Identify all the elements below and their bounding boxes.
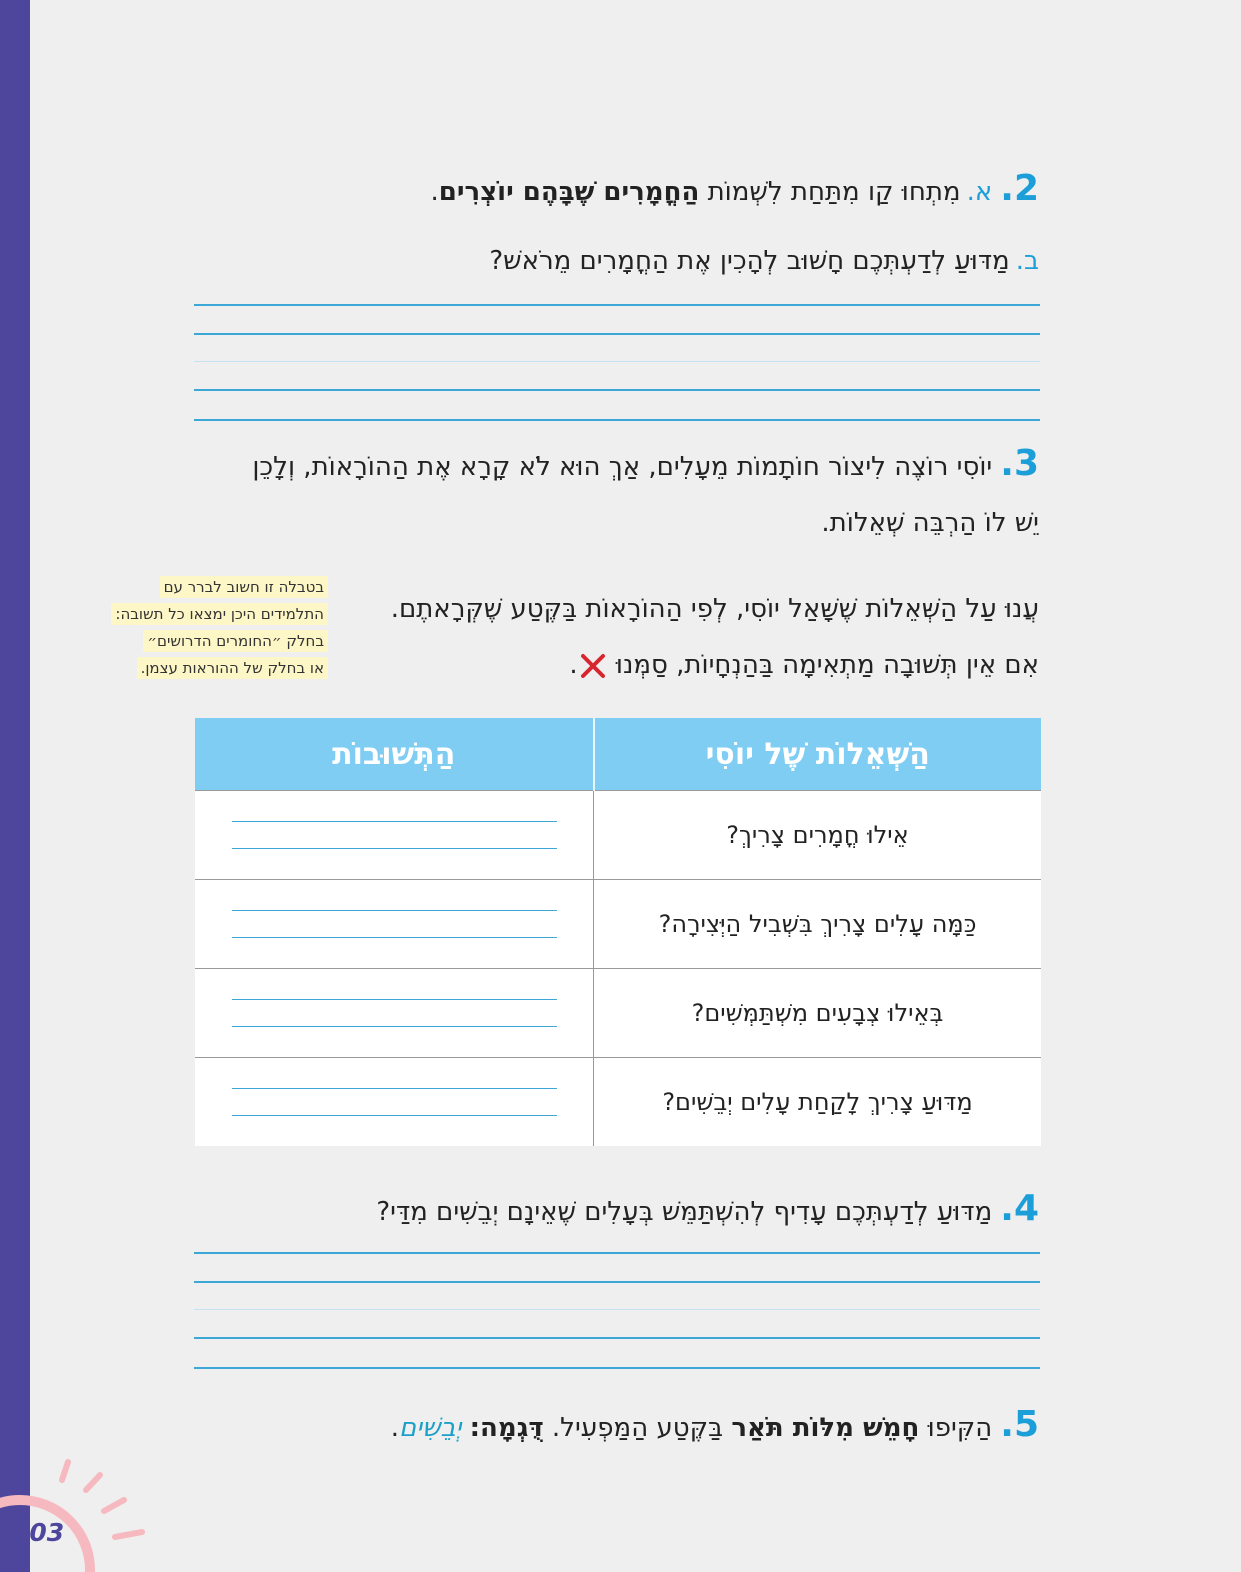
- table-header-questions: הַשְּׁאֵלוֹת שֶׁל יוֹסִי: [594, 718, 1042, 791]
- question-number: 4.: [1000, 1188, 1039, 1229]
- answer-line[interactable]: [232, 848, 557, 849]
- question-3-instruction-1: עֲנוּ עַל הַשְּׁאֵלוֹת שֶׁשָּׁאַל יוֹסִי, לְפִי הַהוֹרָאוֹת בַּקֶּטַע שֶׁקְּרָאתֶם.: [390, 594, 1039, 624]
- part-letter: א.: [966, 177, 993, 207]
- question-bold-text: הַחֳמָרִים שֶׁבָּהֶם יוֹצְרִים: [438, 177, 700, 207]
- question-cell: מַדּוּעַ צָרִיךְ לָקַחַת עָלִים יְבֵשִׁים?: [594, 1058, 1042, 1147]
- question-cell: כַּמָּה עָלִים צָרִיךְ בִּשְׁבִיל הַיְּצִירָה?: [594, 880, 1042, 969]
- question-cell: בְּאֵילוּ צְבָעִים מִשְׁתַּמְּשִׁים?: [594, 969, 1042, 1058]
- punctuation: .: [569, 650, 578, 680]
- question-3: [209, 443, 1039, 540]
- question-number: 3.: [1000, 443, 1039, 484]
- question-5: [390, 1404, 1039, 1445]
- answer-line[interactable]: [232, 999, 557, 1000]
- question-text: בַּקֶּטַע הַמַּפְעִיל.: [551, 1413, 724, 1443]
- answer-cell[interactable]: [195, 880, 594, 969]
- punctuation: .: [430, 177, 439, 207]
- teacher-note-line: או בחלק של ההוראות עצמן.: [137, 657, 328, 679]
- answer-line[interactable]: [194, 333, 1040, 335]
- question-3-line-2: יֵשׁ לוֹ הַרְבֵּה שְׁאֵלוֹת.: [821, 508, 1039, 538]
- answer-line[interactable]: [194, 419, 1040, 421]
- question-number: 5.: [1000, 1404, 1039, 1445]
- page-side-bar: [0, 0, 30, 1572]
- question-number: 2.: [1000, 168, 1039, 209]
- table-header-answers: הַתְּשׁוּבוֹת: [195, 718, 594, 791]
- table-row: [195, 1058, 1041, 1147]
- answer-line[interactable]: [194, 1367, 1040, 1369]
- x-mark-icon: [580, 653, 606, 679]
- answer-line[interactable]: [194, 1337, 1040, 1339]
- sun-decoration-icon: [0, 1442, 160, 1572]
- question-bold-text: חָמֵשׁ מִלּוֹת תֹּאַר: [731, 1413, 920, 1443]
- question-text: מַדּוּעַ לְדַעְתְּכֶם עָדִיף לְהִשְׁתַּמֵּשׁ בְּעָלִים שֶׁאֵינָם יְבֵשִׁים מִדַּי?: [376, 1197, 993, 1227]
- example-label: דֻּגְמָה:: [469, 1413, 544, 1443]
- question-2-b: [489, 244, 1039, 278]
- answer-cell[interactable]: [195, 791, 594, 880]
- teacher-note: [70, 574, 328, 682]
- answer-line[interactable]: [194, 1252, 1040, 1254]
- punctuation: .: [390, 1413, 400, 1443]
- question-4: [376, 1188, 1039, 1229]
- table-row: [195, 969, 1041, 1058]
- answer-line[interactable]: [194, 304, 1040, 306]
- answer-line[interactable]: [232, 1115, 557, 1116]
- answer-line[interactable]: [232, 1088, 557, 1089]
- example-word: יְבֵשִׁים: [399, 1413, 462, 1443]
- teacher-note-line: בטבלה זו חשוב לברר עם: [160, 576, 328, 598]
- answer-line-guide: [194, 1309, 1040, 1310]
- question-3-instruction-2: [569, 648, 1039, 682]
- answer-cell[interactable]: [195, 969, 594, 1058]
- answer-line-guide: [194, 361, 1040, 362]
- question-text: יוֹסִי רוֹצֶה לִיצוֹר חוֹתָמוֹת מֵעָלִים, אַךְ הוּא לֹא קָרָא אֶת הַהוֹרָאוֹת, וְלָכֵן: [252, 452, 993, 482]
- question-text: מַדּוּעַ לְדַעְתְּכֶם חָשׁוּב לְהָכִין אֶת הַחֳמָרִים מֵרֹאשׁ?: [489, 246, 1010, 276]
- answer-line[interactable]: [194, 389, 1040, 391]
- question-text: הַקִּיפוּ: [927, 1413, 993, 1443]
- answer-line[interactable]: [232, 1026, 557, 1027]
- question-2-a: [430, 168, 1040, 209]
- teacher-note-line: בחלק ״החומרים הדרושים״: [143, 630, 328, 652]
- answer-line[interactable]: [232, 821, 557, 822]
- question-text: מִתְחוּ קַו מִתַּחַת לִשְׁמוֹת: [707, 177, 961, 207]
- answer-line[interactable]: [232, 937, 557, 938]
- page-number: 103: [12, 1518, 65, 1547]
- question-cell: אֵילוּ חֳמָרִים צָרִיךְ?: [594, 791, 1042, 880]
- table-row: [195, 791, 1041, 880]
- answer-cell[interactable]: [195, 1058, 594, 1147]
- answer-line[interactable]: [194, 1281, 1040, 1283]
- questions-answers-table: [195, 718, 1041, 1146]
- table-row: [195, 880, 1041, 969]
- part-letter: ב.: [1015, 246, 1039, 276]
- answer-line[interactable]: [232, 910, 557, 911]
- teacher-note-line: התלמידים היכן ימצאו כל תשובה:: [111, 603, 328, 625]
- instruction-text: אִם אֵין תְּשׁוּבָה מַתְאִימָה בַּהַנְחָיוֹת, סַמְּנוּ: [615, 650, 1039, 680]
- question-3-line-1: [209, 443, 1039, 484]
